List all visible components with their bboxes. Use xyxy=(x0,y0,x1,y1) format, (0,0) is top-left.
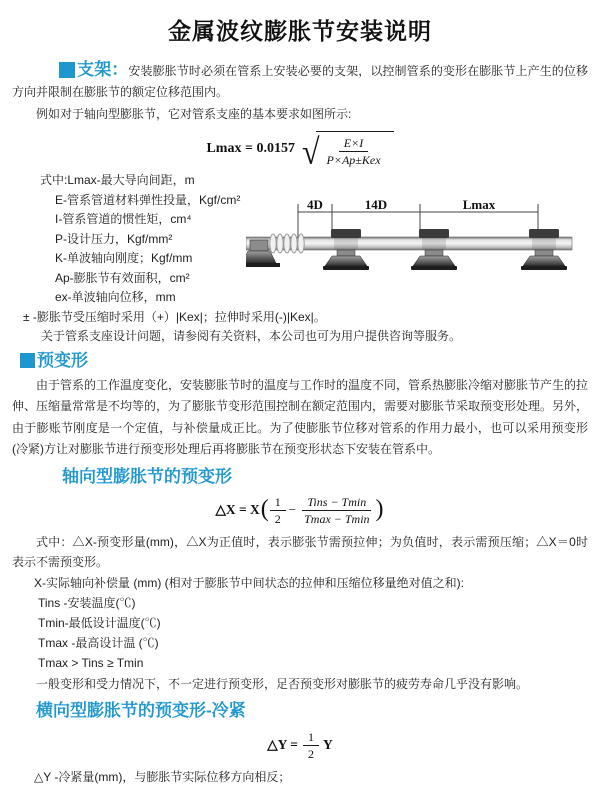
temperature-relation-line: Tmax > Tins ≥ Tmin xyxy=(38,655,144,670)
definition-line: P-设计压力，Kgf/mm² xyxy=(55,231,173,246)
page-title: 金属波纹膨胀节安装说明 xyxy=(168,18,432,44)
predeform-paragraph: 由于管系的工作温度变化，安装膨胀节时的温度与工作时的温度不同，管系热膨胀冷缩对膨胀节产生的拉伸、压缩量常常是不均等的，为了膨胀节变形范围控制在额定范围内，需要对膨胀节采取预变形处理。另外，由于膨账节刚度是一个定值，与补偿量成正比。为了使膨胀节位移对管系的作用力最小，也可以采用预变形(冷紧)方让对膨胀节进行预变形处理后再将膨胀节在预变形状态下安装在管系中。 xyxy=(12,377,589,456)
fraction-numerator: 1 xyxy=(303,730,319,746)
definition-line: 式中:Lmax-最大导向间距，m xyxy=(40,173,195,187)
temperature-definition-line: Tmax -最高设计温 (℃) xyxy=(38,635,159,650)
definition-line: Ap-膨胀节有效面积，cm² xyxy=(55,270,190,285)
minus-sign: − xyxy=(288,502,297,517)
axial-explanation-paragraph: 式中：△X-预变形量(mm)，△X为正值时，表示膨张节需预拉伸；为负值时，表示需预压缩；△X＝0时表示不需预变形。 xyxy=(12,534,588,569)
lateral-predeform-formula xyxy=(0,730,600,761)
support-example-line: 例如对于轴向型膨胀节，它对管系支座的基本要求如图所示: xyxy=(36,107,352,121)
bellows-graphic xyxy=(270,234,304,253)
dim-label-4d: 4D xyxy=(307,197,323,212)
section-square-icon xyxy=(59,62,75,78)
support-spacing-diagram xyxy=(246,197,596,299)
fraction-denominator: Tmax − Tmin xyxy=(304,511,370,526)
lmax-formula-fraction xyxy=(322,136,386,167)
definition-line: K-单波轴向刚度；Kgf/mm xyxy=(55,251,193,265)
support-intro-paragraph xyxy=(12,59,588,103)
definition-line: ex-单波轴向位移，mm xyxy=(55,290,176,304)
lmax-fraction-numerator: E×I xyxy=(339,136,368,152)
dim-label-lmax: Lmax xyxy=(462,197,496,212)
definition-line: I-管系管道的惯性矩，cm⁴ xyxy=(55,212,192,226)
temperature-definition-line: Tins -安装温度(℃) xyxy=(38,595,136,610)
axial-x-definition-line: X-实际轴向补偿量 (mm) (相对于膨胀节中间状态的拉伸和压缩位移量绝对值之和): xyxy=(34,575,464,590)
lateral-predeform-subheading: 横向型膨胀节的预变形-冷紧 xyxy=(36,700,246,720)
lateral-note-line: △Y -冷紧量(mm)，与膨胀节实际位移方向相反； xyxy=(34,769,291,784)
one-half-fraction xyxy=(270,495,286,526)
one-half-fraction xyxy=(303,730,319,761)
lateral-formula-rhs: Y xyxy=(322,737,333,752)
fraction-numerator: Tins − Tmin xyxy=(302,495,371,511)
document-page xyxy=(0,13,600,784)
right-paren: ) xyxy=(375,495,384,522)
left-paren: ( xyxy=(260,495,269,522)
lmax-formula-radicand xyxy=(316,131,394,167)
temperature-fraction xyxy=(299,495,374,526)
definitions-block xyxy=(12,171,588,347)
predeform-section-heading xyxy=(20,350,588,373)
axial-predeform-subheading: 轴向型膨胀节的预变形 xyxy=(62,466,232,486)
temperature-definition-line: Tmin-最低设计温度(℃) xyxy=(38,615,161,630)
dim-label-14d: 14D xyxy=(364,197,388,212)
lateral-formula-lhs: △Y = xyxy=(267,737,298,752)
plusminus-rule-line: ± -膨胀节受压缩时采用（+）|Kex|；拉伸时采用(-)|Kex|。 xyxy=(23,309,326,324)
radical-sign-icon: √ xyxy=(301,130,320,171)
lmax-fraction-denominator: P×Ap±Kex xyxy=(326,153,381,167)
section-square-icon xyxy=(20,353,35,368)
axial-note-line: 一般变形和受力情况下，不一定进行预变形，足否预变形对膨胀节的疲劳寿命几乎没有影响。 xyxy=(36,676,529,691)
support-section-heading xyxy=(59,60,129,79)
support-intro-text: 安装膨胀节时必须在管系上安装必要的支架，以控制管系的变形在膨胀节上产生的位移方向并限制在膨胀节的额定位移范围内。 xyxy=(12,64,588,99)
lmax-formula xyxy=(0,130,600,171)
predeform-section-label: 预变形 xyxy=(37,350,88,370)
fraction-numerator: 1 xyxy=(270,495,286,511)
fraction-denominator: 2 xyxy=(274,511,281,526)
axial-predeform-formula xyxy=(0,495,600,526)
lmax-formula-lhs: Lmax = 0.0157 xyxy=(206,141,295,156)
fraction-denominator: 2 xyxy=(307,746,314,761)
support-section-label: 支架： xyxy=(77,60,129,79)
consulting-note-line: 关于管系支座设计问题，请参阅有关资料，本公司也可为用户提供咨询等服务。 xyxy=(41,329,462,343)
axial-formula-lhs: △X = X xyxy=(215,502,260,517)
definition-line: E-管系管道材料弹性投量，Kgf/cm² xyxy=(55,192,241,207)
